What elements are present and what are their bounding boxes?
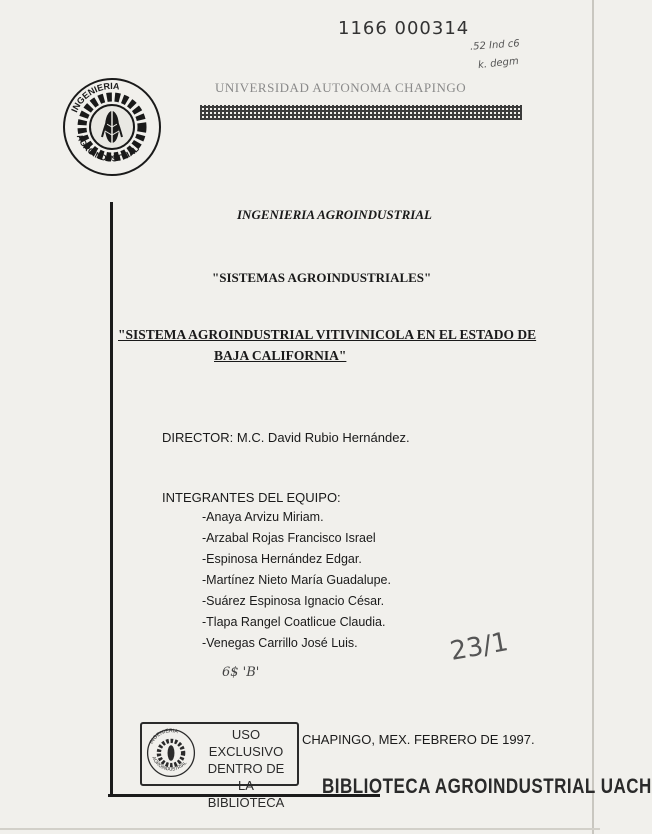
stamp-seal-icon xyxy=(145,727,197,779)
library-use-stamp xyxy=(140,722,299,810)
handwritten-mark: 23/1 xyxy=(447,627,511,667)
vertical-rule xyxy=(110,202,113,797)
team-member: -Arzabal Rojas Francisco Israel xyxy=(202,531,376,545)
handwritten-note: k. degm xyxy=(477,55,520,72)
project-title-line-1: "SISTEMA AGROINDUSTRIAL VITIVINICOLA EN EL ESTADO DE xyxy=(118,327,537,342)
team-member: -Suárez Espinosa Ignacio César. xyxy=(202,594,385,608)
library-stamp: BIBLIOTECA AGROINDUSTRIAL UACH xyxy=(322,774,652,798)
decorative-hatch-bar xyxy=(200,105,522,120)
team-member: -Tlapa Rangel Coatlicue Claudia. xyxy=(202,615,386,629)
subject-title: "SISTEMAS AGROINDUSTRIALES" xyxy=(212,270,432,285)
handwritten-note: .52 Ind c6 xyxy=(469,38,521,53)
svg-text:AGROINDUSTRIAL: AGROINDUSTRIAL xyxy=(74,132,141,164)
svg-text:INGENIERIA: INGENIERIA xyxy=(148,728,179,746)
svg-text:INGENIERIA: INGENIERIA xyxy=(69,80,121,114)
handwritten-mark: 6$ 'B' xyxy=(222,665,260,680)
stamp-text xyxy=(198,726,294,811)
stamp-line: USO EXCLUSIVO xyxy=(208,727,284,759)
team-member: -Venegas Carrillo José Luis. xyxy=(202,636,358,650)
team-heading: INTEGRANTES DEL EQUIPO: xyxy=(162,490,341,505)
team-member: -Martínez Nieto María Guadalupe. xyxy=(202,573,391,587)
accession-number: 1166 000314 xyxy=(338,18,470,39)
page-edge-right xyxy=(592,0,594,834)
university-name: UNIVERSIDAD AUTONOMA CHAPINGO xyxy=(215,80,467,95)
director-line: DIRECTOR: M.C. David Rubio Hernández. xyxy=(162,430,410,445)
team-member: -Anaya Arvizu Miriam. xyxy=(202,510,324,524)
career-title: INGENIERIA AGROINDUSTRIAL xyxy=(237,207,432,222)
page-edge-bottom xyxy=(0,828,600,830)
team-member: -Espinosa Hernández Edgar. xyxy=(202,552,362,566)
svg-text:AGROINDUSTRIAL: AGROINDUSTRIAL xyxy=(150,756,189,773)
university-seal-logo xyxy=(62,77,162,177)
project-title-line-2: BAJA CALIFORNIA" xyxy=(214,348,347,363)
stamp-line: DENTRO DE LA xyxy=(207,761,285,793)
stamp-line: BIBLIOTECA xyxy=(207,795,285,810)
place-date: CHAPINGO, MEX. FEBRERO DE 1997. xyxy=(302,732,535,747)
